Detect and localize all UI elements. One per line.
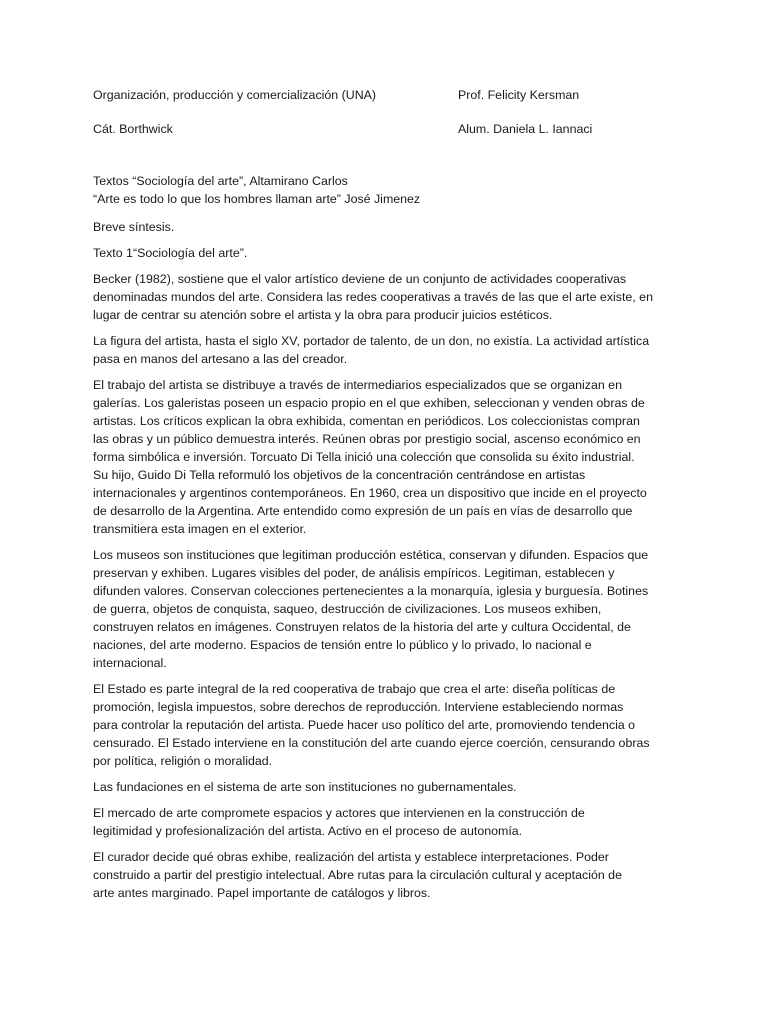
paragraph	[93, 680, 677, 770]
paragraph-line: forma simbólica e inversión. Torcuato Di Tella inició una colección que consolida su éxito industrial.	[93, 450, 635, 464]
text-reference-1: Textos “Sociología del arte”, Altamirano Carlos	[93, 174, 348, 188]
paragraph-line: transmitiera esta imagen en el exterior.	[93, 522, 307, 536]
paragraph-line: difunden valores. Conservan colecciones pertenecientes a la monarquía, iglesia y burguesía. Botines	[93, 584, 649, 598]
paragraph-line: naciones, del arte moderno. Espacios de tensión entre lo público y lo privado, lo nacional e	[93, 638, 592, 652]
paragraph	[93, 848, 677, 902]
paragraph-line: de desarrollo de la Argentina. Arte entendido como expresión de un país en vías de desarrollo que	[93, 504, 633, 518]
paragraph-line: Las fundaciones en el sistema de arte son instituciones no gubernamentales.	[93, 780, 517, 794]
paragraph-line: La figura del artista, hasta el siglo XV, portador de talento, de un don, no existía. La actividad artística	[93, 334, 650, 348]
paragraph-line: Su hijo, Guido Di Tella reformuló los objetivos de la concentración centrándose en artistas	[93, 468, 586, 482]
paragraph-line: Los museos son instituciones que legitiman producción estética, conservan y difunden. Espacios que	[93, 548, 649, 562]
paragraph	[93, 778, 677, 796]
paragraph-line: El curador decide qué obras exhibe, realización del artista y establece interpretaciones. Poder	[93, 850, 609, 864]
professor-name: Prof. Felicity Kersman	[458, 88, 580, 102]
paragraph-line: denominadas mundos del arte. Considera las redes cooperativas a través de las que el arte existe, en	[93, 290, 653, 304]
paragraph-line: internacional.	[93, 656, 167, 670]
paragraphs	[93, 270, 677, 902]
paragraph-line: censurado. El Estado interviene en la constitución del arte cuando ejerce coerción, censurando obras	[93, 736, 650, 750]
summary-heading: Breve síntesis.	[93, 220, 175, 234]
paragraph-line: arte antes marginado. Papel importante de catálogos y libros.	[93, 886, 431, 900]
paragraph	[93, 376, 677, 538]
paragraph-line: galerías. Los galeristas poseen un espacio propio en el que exhiben, seleccionan y venden obras de	[93, 396, 645, 410]
paragraph-line: las obras y un público demuestra interés. Reúnen obras por prestigio social, ascenso económico en	[93, 432, 641, 446]
paragraph-line: pasa en manos del artesano a las del creador.	[93, 352, 348, 366]
paragraph-line: Becker (1982), sostiene que el valor artístico deviene de un conjunto de actividades cooperativas	[93, 272, 627, 286]
text-reference-2: “Arte es todo lo que los hombres llaman arte” José Jimenez	[93, 192, 421, 206]
paragraph	[93, 546, 677, 672]
texts-reference	[93, 172, 677, 208]
paragraph-line: artistas. Los críticos explican la obra exhibida, comentan en periódicos. Los coleccionistas compran	[93, 414, 640, 428]
header-row-2	[93, 120, 677, 138]
paragraph-line: El mercado de arte compromete espacios y actores que intervienen en la construcción de	[93, 806, 585, 820]
course-title: Organización, producción y comercialización (UNA)	[93, 88, 377, 102]
paragraph-line: lugar de centrar su atención sobre el artista y la obra para producir juicios estéticos.	[93, 308, 553, 322]
paragraph	[93, 804, 677, 840]
paragraph-line: construyen relatos en imágenes. Construyen relatos de la historia del arte y cultura Occidental, de	[93, 620, 631, 634]
student-name: Alum. Daniela L. Iannaci	[458, 122, 593, 136]
paragraph-line: construido a partir del prestigio intelectual. Abre rutas para la circulación cultural y aceptación de	[93, 868, 622, 882]
chair-name: Cát. Borthwick	[93, 122, 173, 136]
paragraph	[93, 332, 677, 368]
document-body	[93, 86, 677, 910]
text1-heading: Texto 1“Sociología del arte”.	[93, 246, 248, 260]
paragraph-line: de guerra, objetos de conquista, saqueo, destrucción de civilizaciones. Los museos exhiben,	[93, 602, 602, 616]
paragraph	[93, 270, 677, 324]
paragraph-line: para controlar la reputación del artista. Puede hacer uso político del arte, promoviendo tendencia o	[93, 718, 636, 732]
paragraph-line: legitimidad y profesionalización del artista. Activo en el proceso de autonomía.	[93, 824, 523, 838]
header-row-1	[93, 86, 677, 104]
paragraph-line: El Estado es parte integral de la red cooperativa de trabajo que crea el arte: diseña políticas de	[93, 682, 616, 696]
paragraph-line: El trabajo del artista se distribuye a través de intermediarios especializados que se organizan en	[93, 378, 622, 392]
paragraph-line: por política, religión o moralidad.	[93, 754, 273, 768]
paragraph-line: internacionales y argentinos contemporáneos. En 1960, crea un dispositivo que incide en el proyecto	[93, 486, 647, 500]
paragraph-line: preservan y exhiben. Lugares visibles del poder, de análisis empíricos. Legitiman, establecen y	[93, 566, 615, 580]
paragraph-line: promoción, legisla impuestos, sobre derechos de reproducción. Interviene estableciendo normas	[93, 700, 624, 714]
